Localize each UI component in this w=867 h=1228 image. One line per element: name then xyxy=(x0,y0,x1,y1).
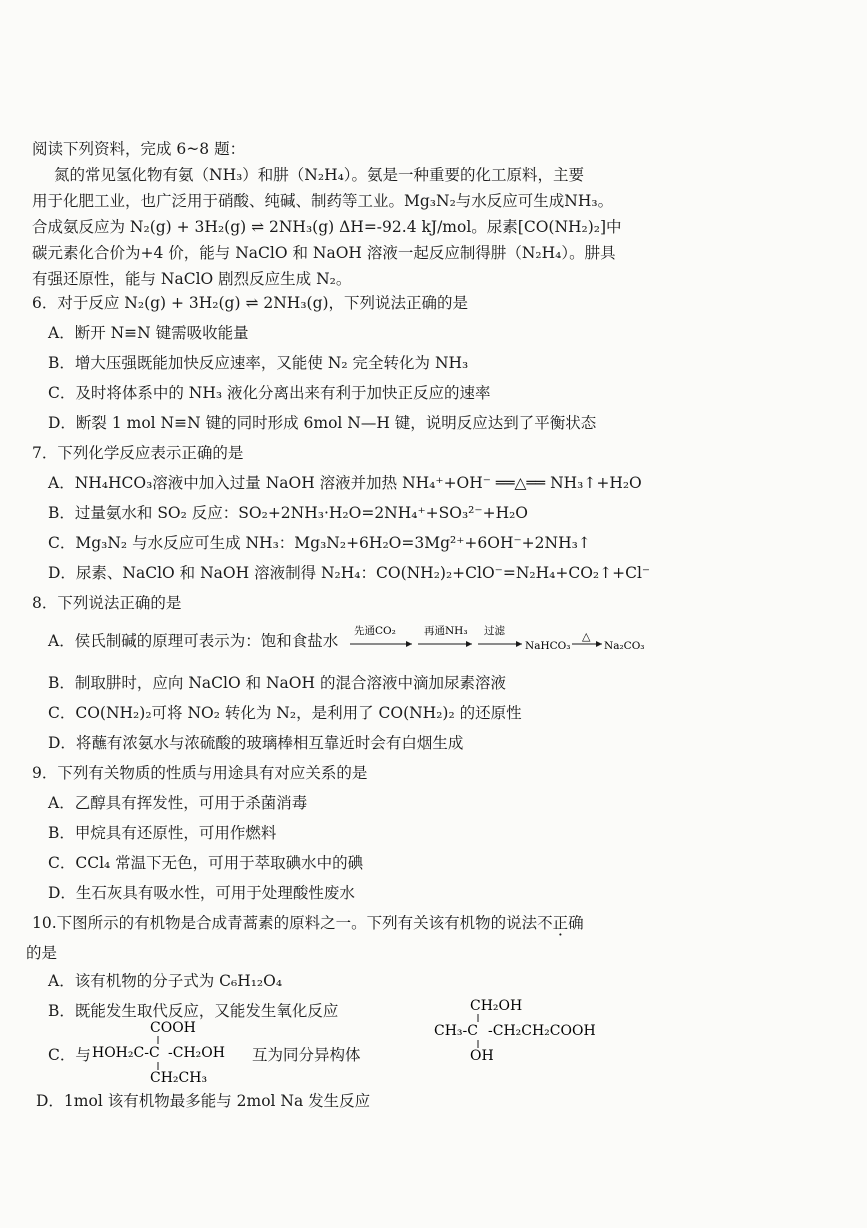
product-na2co3: Na₂CO₃ xyxy=(604,640,645,652)
arrow-label-co2: 先通CO₂ xyxy=(354,625,396,637)
q10-option-d: D．1mol 该有机物最多能与 2mol Na 发生反应 xyxy=(36,1092,371,1110)
q8-stem: 8．下列说法正确的是 xyxy=(32,594,182,612)
q10-stem-emphasis: 不正确 xyxy=(537,914,584,932)
q10-stem-a: 10.下图所示的有机物是合成青蒿素的原料之一。下列有关该有机物的说法 xyxy=(32,914,538,932)
intro-heading: 阅读下列资料，完成 6~8 题： xyxy=(32,140,246,158)
molecule-left-group: CH₃-C xyxy=(434,1023,478,1039)
q8-option-c: C．CO(NH₂)₂可将 NO₂ 转化为 N₂，是利用了 CO(NH₂)₂ 的还原性 xyxy=(48,704,522,722)
q10-stem xyxy=(32,912,584,934)
q6-option-d: D．断裂 1 mol N≡N 键的同时形成 6mol N—H 键，说明反应达到了平衡状态 xyxy=(48,414,597,432)
q9-option-a: A．乙醇具有挥发性，可用于杀菌消毒 xyxy=(48,794,308,812)
arrowhead-3 xyxy=(516,641,522,647)
q8-process-arrows xyxy=(350,622,645,658)
arrowhead-4 xyxy=(596,641,602,647)
q6-option-c: C．及时将体系中的 NH₃ 液化分离出来有利于加快正反应的速率 xyxy=(48,384,491,402)
q7-option-c: C．Mg₃N₂ 与水反应可生成 NH₃：Mg₃N₂+6H₂O=3Mg²⁺+6OH⁻+2NH₃↑ xyxy=(48,534,591,552)
q9-option-b: B．甲烷具有还原性，可用作燃料 xyxy=(48,824,277,842)
q8-option-a-text: A．侯氏制碱的原理可表示为：饱和食盐水 xyxy=(48,632,339,650)
q10-option-b: B．既能发生取代反应，又能发生氧化反应 xyxy=(48,1002,339,1020)
product-nahco3: NaHCO₃ xyxy=(525,640,571,652)
intro-line-4: 碳元素化合价为+4 价，能与 NaClO 和 NaOH 溶液一起反应制得肼（N₂H₄）。肼具 xyxy=(32,244,616,262)
molecule-right-group: -CH₂CH₂COOH xyxy=(488,1023,596,1039)
q8-option-a xyxy=(48,630,338,652)
q10-stem-tail: 的是 xyxy=(26,944,58,962)
q6-option-b: B．增大压强既能加快反应速率，又能使 N₂ 完全转化为 NH₃ xyxy=(48,354,469,372)
intro-line-2: 用于化肥工业，也广泛用于硝酸、纯碱、制药等工业。Mg₃N₂与水反应可生成NH₃。 xyxy=(32,192,614,210)
q6-option-a: A．断开 N≡N 键需吸收能量 xyxy=(48,324,249,342)
isomer-left-group: HOH₂C-C xyxy=(92,1045,160,1061)
q7-option-b: B．过量氨水和 SO₂ 反应：SO₂+2NH₃·H₂O=2NH₄⁺+SO₃²⁻+H₂O xyxy=(48,504,529,522)
isomer-structure xyxy=(92,1016,252,1086)
arrowhead-2 xyxy=(466,641,472,647)
q10-option-a: A．该有机物的分子式为 C₆H₁₂O₄ xyxy=(48,972,283,990)
q9-option-c: C．CCl₄ 常温下无色，可用于萃取碘水中的碘 xyxy=(48,854,364,872)
intro-line-1: 氮的常见氢化物有氨（NH₃）和肼（N₂H₄）。氨是一种重要的化工原料，主要 xyxy=(54,166,585,184)
q9-option-d: D．生石灰具有吸水性，可用于处理酸性废水 xyxy=(48,884,355,902)
q10-option-c-post: 互为同分异构体 xyxy=(252,1046,361,1064)
q8-option-b: B．制取肼时，应向 NaClO 和 NaOH 的混合溶液中滴加尿素溶液 xyxy=(48,674,506,692)
q8-option-d: D．将蘸有浓氨水与浓硫酸的玻璃棒相互靠近时会有白烟生成 xyxy=(48,734,464,752)
molecule-top-group: CH₂OH xyxy=(470,998,523,1014)
isomer-right-group: -CH₂OH xyxy=(168,1045,225,1061)
isomer-bottom-group: CH₂CH₃ xyxy=(150,1070,208,1086)
q7-option-d: D．尿素、NaClO 和 NaOH 溶液制得 N₂H₄：CO(NH₂)₂+ClO⁻=N₂H₄+CO₂↑+Cl⁻ xyxy=(48,564,651,582)
q7-stem: 7．下列化学反应表示正确的是 xyxy=(32,444,244,462)
arrow-label-nh3: 再通NH₃ xyxy=(424,625,468,637)
heat-symbol: △ xyxy=(582,630,591,643)
q6-stem: 6．对于反应 N₂(g) + 3H₂(g) ⇌ 2NH₃(g)，下列说法正确的是 xyxy=(32,294,469,312)
isomer-top-group: COOH xyxy=(150,1020,196,1036)
arrowhead-1 xyxy=(406,641,412,647)
q7-option-a: A．NH₄HCO₃溶液中加入过量 NaOH 溶液并加热 NH₄⁺+OH⁻ ══△══ NH₃↑+H₂O xyxy=(48,474,642,492)
q10-option-c-label: C． xyxy=(48,1046,76,1064)
q10-option-c xyxy=(48,1044,91,1066)
intro-line-5: 有强还原性，能与 NaClO 剧烈反应生成 N₂。 xyxy=(32,270,352,288)
intro-line-3: 合成氨反应为 N₂(g) + 3H₂(g) ⇌ 2NH₃(g) ΔH=-92.4 kJ/mol。尿素[CO(NH₂)₂]中 xyxy=(32,218,622,236)
q9-stem: 9．下列有关物质的性质与用途具有对应关系的是 xyxy=(32,764,368,782)
q10-option-c-pre: 与 xyxy=(75,1046,91,1064)
arrow-label-filter: 过滤 xyxy=(484,625,505,637)
molecule-bottom-group: OH xyxy=(470,1048,494,1064)
target-molecule-structure xyxy=(434,994,614,1066)
